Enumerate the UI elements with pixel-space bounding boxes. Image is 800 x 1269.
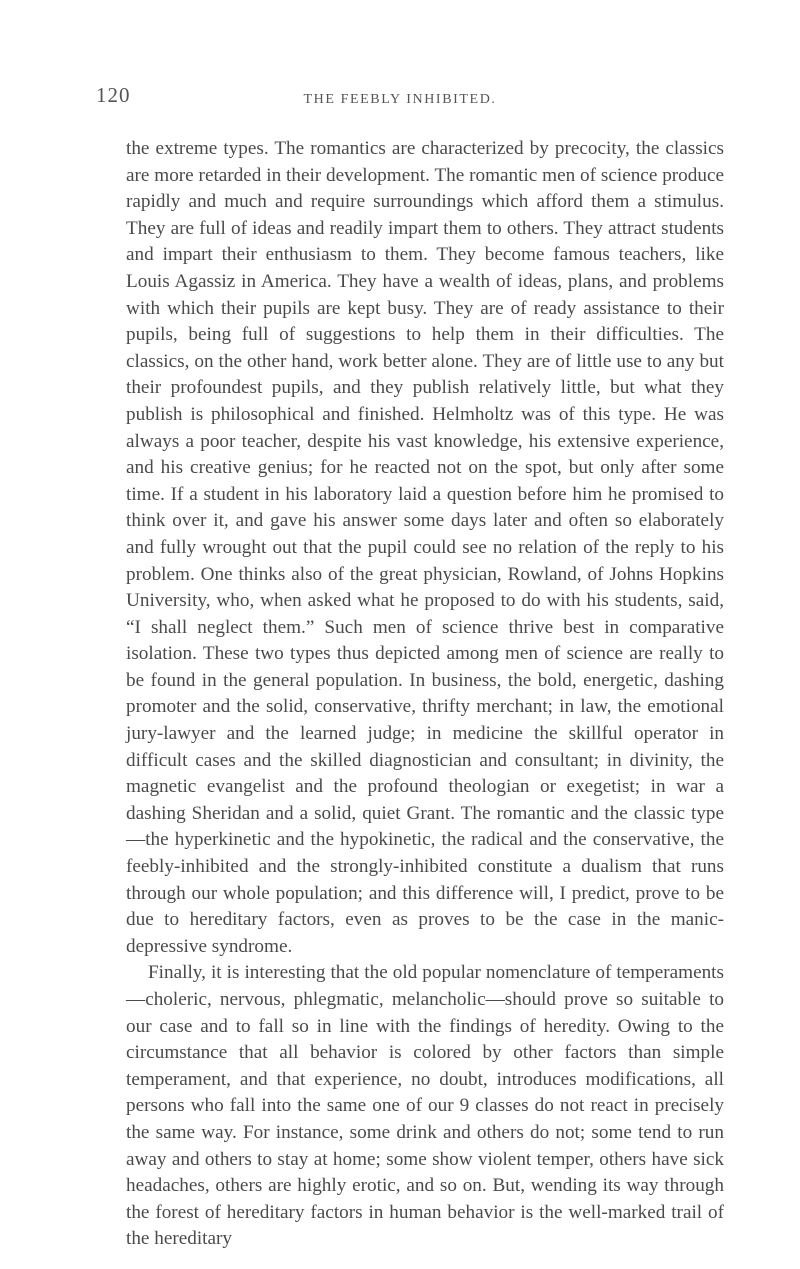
- running-head: THE FEEBLY INHIBITED.: [303, 92, 497, 107]
- body-text: [126, 136, 724, 1253]
- page-number: 120: [96, 83, 131, 107]
- page-header: [0, 83, 800, 113]
- paragraph-2: Finally, it is interesting that the old popular nomenclature of temperaments—choleric, nervous, phlegmatic, melancholic—should prove so suitable to our case and to fall so in line with the findings of heredity. Owing to the circumstance that all behavior is colored by other factors than simple temperament, and that experience, no doubt, introduces modifications, all persons who fall into the same one of our 9 classes do not react in precisely the same way. For instance, some drink and others do not; some tend to run away and others to stay at home; some show violent temper, others have sick headaches, others are highly erotic, and so on. But, wending its way through the forest of hereditary factors in human behavior is the well-marked trail of the hereditary: [126, 962, 724, 1250]
- paragraph-1: the extreme types. The romantics are characterized by precocity, the classics are more retarded in their development. The romantic men of science produce rapidly and much and require surroundings which afford them a stimulus. They are full of ideas and readily impart them to others. They attract students and impart their enthusiasm to them. They become famous teachers, like Louis Agassiz in America. They have a wealth of ideas, plans, and problems with which their pupils are kept busy. They are of ready assistance to their pupils, being full of suggestions to help them in their difficulties. The classics, on the other hand, work better alone. They are of little use to any but their profoundest pupils, and they publish relatively little, but what they publish is philosophical and finished. Helmholtz was of this type. He was always a poor teacher, despite his vast knowledge, his extensive experience, and his creative genius; for he reacted not on the spot, but only after some time. If a student in his laboratory laid a question before him he promised to think over it, and gave his answer some days later and often so elaborately and fully wrought out that the pupil could see no relation of the reply to his problem. One thinks also of the great physician, Rowland, of Johns Hopkins University, who, when asked what he proposed to do with his students, said, “I shall neglect them.” Such men of science thrive best in comparative isolation. These two types thus depicted among men of science are really to be found in the general population. In business, the bold, energetic, dashing promoter and the solid, conservative, thrifty merchant; in law, the emotional jury-lawyer and the learned judge; in medicine the skillful operator in difficult cases and the skilled diagnostician and consultant; in divinity, the magnetic evangelist and the profound theologian or exegetist; in war a dashing Sheridan and a solid, quiet Grant. The romantic and the classic type—the hyperkinetic and the hypokinetic, the radical and the conservative, the feebly-inhibited and the strongly-inhibited constitute a dualism that runs through our whole population; and this difference will, I predict, prove to be due to hereditary factors, even as proves to be the case in the manic-depressive syndrome.: [126, 138, 724, 957]
